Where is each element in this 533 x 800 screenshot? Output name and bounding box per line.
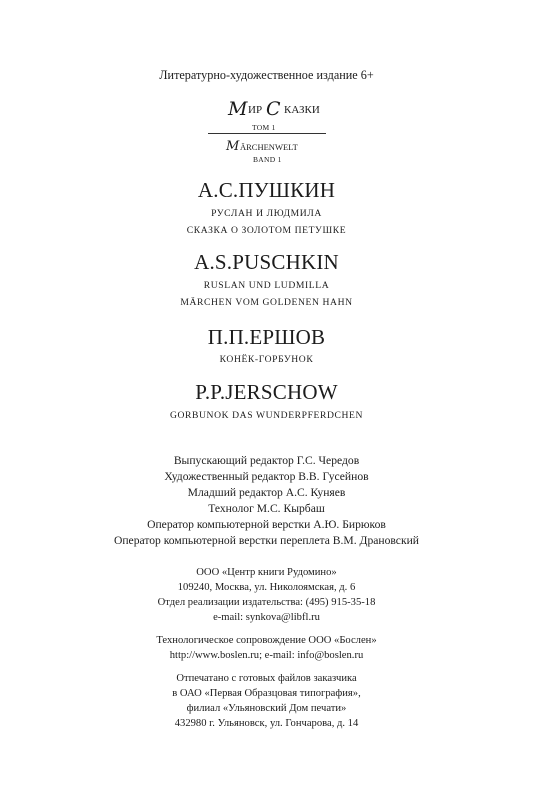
logo-band: BAND 1 [253,155,282,164]
author-heading: A.S.PUSCHKIN [194,250,339,274]
tech-support-line: Технологическое сопровождение ООО «Бослен» [156,635,377,646]
author-heading: А.С.ПУШКИН [197,178,336,202]
work-title: КОНЁК-ГОРБУНОК [219,354,314,365]
credit-line: Младший редактор А.С. Куняев [187,486,346,499]
credit-line: Художественный редактор В.В. Гусейнов [164,470,369,483]
work-title: GORBUNOK DAS WUNDERPFERDCHEN [169,410,364,421]
author-heading: P.P.JERSCHOW [195,380,338,404]
logo-letter-s: С [266,98,281,120]
logo-ir: ИР [248,104,263,116]
credit-line: Технолог М.С. Кырбаш [208,502,325,515]
logo-letter-m2: М [226,139,240,154]
logo-divider [208,133,326,134]
printing-line: филиал «Ульяновский Дом печати» [186,703,347,714]
work-title: СКАЗКА О ЗОЛОТОМ ПЕТУШКЕ [186,225,347,236]
publisher-email: e-mail: synkova@libfl.ru [213,612,320,623]
work-title: РУСЛАН И ЛЮДМИЛА [211,208,322,219]
publisher-line: Отдел реализации издательства: (495) 915-35-18 [157,597,376,608]
tech-support-contacts: http://www.boslen.ru; e-mail: info@boslen.ru [169,650,364,661]
edition-line: Литературно-художественное издание 6+ [159,68,374,82]
logo-kazki: КАЗКИ [284,104,320,116]
work-title: MÄRCHEN VOM GOLDENEN HAHN [180,297,353,308]
publisher-line: 109240, Москва, ул. Николоямская, д. 6 [177,582,356,593]
work-title: RUSLAN UND LUDMILLA [203,280,330,291]
author-heading: П.П.ЕРШОВ [207,325,326,349]
logo-tom: ТОМ 1 [252,123,276,132]
printing-line: Отпечатано с готовых файлов заказчика [176,673,357,684]
credit-line: Оператор компьютерной верстки переплета В.М. Драновский [113,534,419,547]
publisher-line: ООО «Центр книги Рудомино» [196,567,337,578]
printing-line: в ОАО «Первая Образцовая типография», [172,688,361,699]
credit-line: Выпускающий редактор Г.С. Чередов [173,454,360,467]
logo-letter-m: М [228,98,248,120]
logo-archenwelt: ÄRCHENWELT [240,142,298,152]
printing-address: 432980 г. Ульяновск, ул. Гончарова, д. 14 [174,718,359,729]
credit-line: Оператор компьютерной верстки А.Ю. Бирюков [147,518,386,531]
